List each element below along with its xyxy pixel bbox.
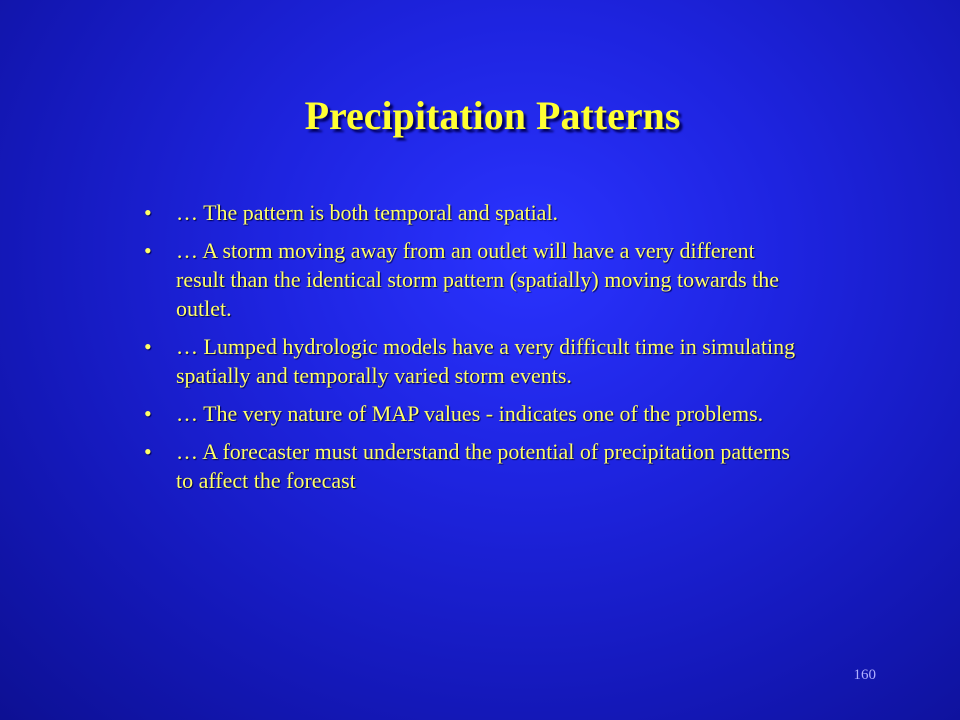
bullet-text: … Lumped hydrologic models have a very difficult time in simulating spatially and temporally varied storm events. (176, 334, 796, 388)
bullet-icon: • (144, 200, 152, 225)
bullet-item-1 (140, 198, 800, 227)
bullet-text: … A forecaster must understand the potential of precipitation patterns to affect the forecast (176, 439, 790, 493)
bullet-icon: • (144, 238, 152, 263)
bullet-list (140, 198, 800, 504)
bullet-item-3 (140, 332, 800, 390)
bullet-item-2 (140, 236, 800, 323)
bullet-text: … The very nature of MAP values - indicates one of the problems. (176, 401, 764, 426)
bullet-icon: • (144, 401, 152, 426)
bullet-icon: • (144, 334, 152, 359)
bullet-item-5 (140, 437, 800, 495)
page-number: 160 (853, 667, 876, 683)
bullet-text: … The pattern is both temporal and spatial. (176, 200, 559, 225)
bullet-text: … A storm moving away from an outlet will have a very different result than the identical storm pattern (spatially) moving towards the outlet. (176, 238, 780, 321)
slide-title: Precipitation Patterns (304, 93, 681, 138)
bullet-item-4 (140, 399, 800, 428)
bullet-icon: • (144, 439, 152, 464)
